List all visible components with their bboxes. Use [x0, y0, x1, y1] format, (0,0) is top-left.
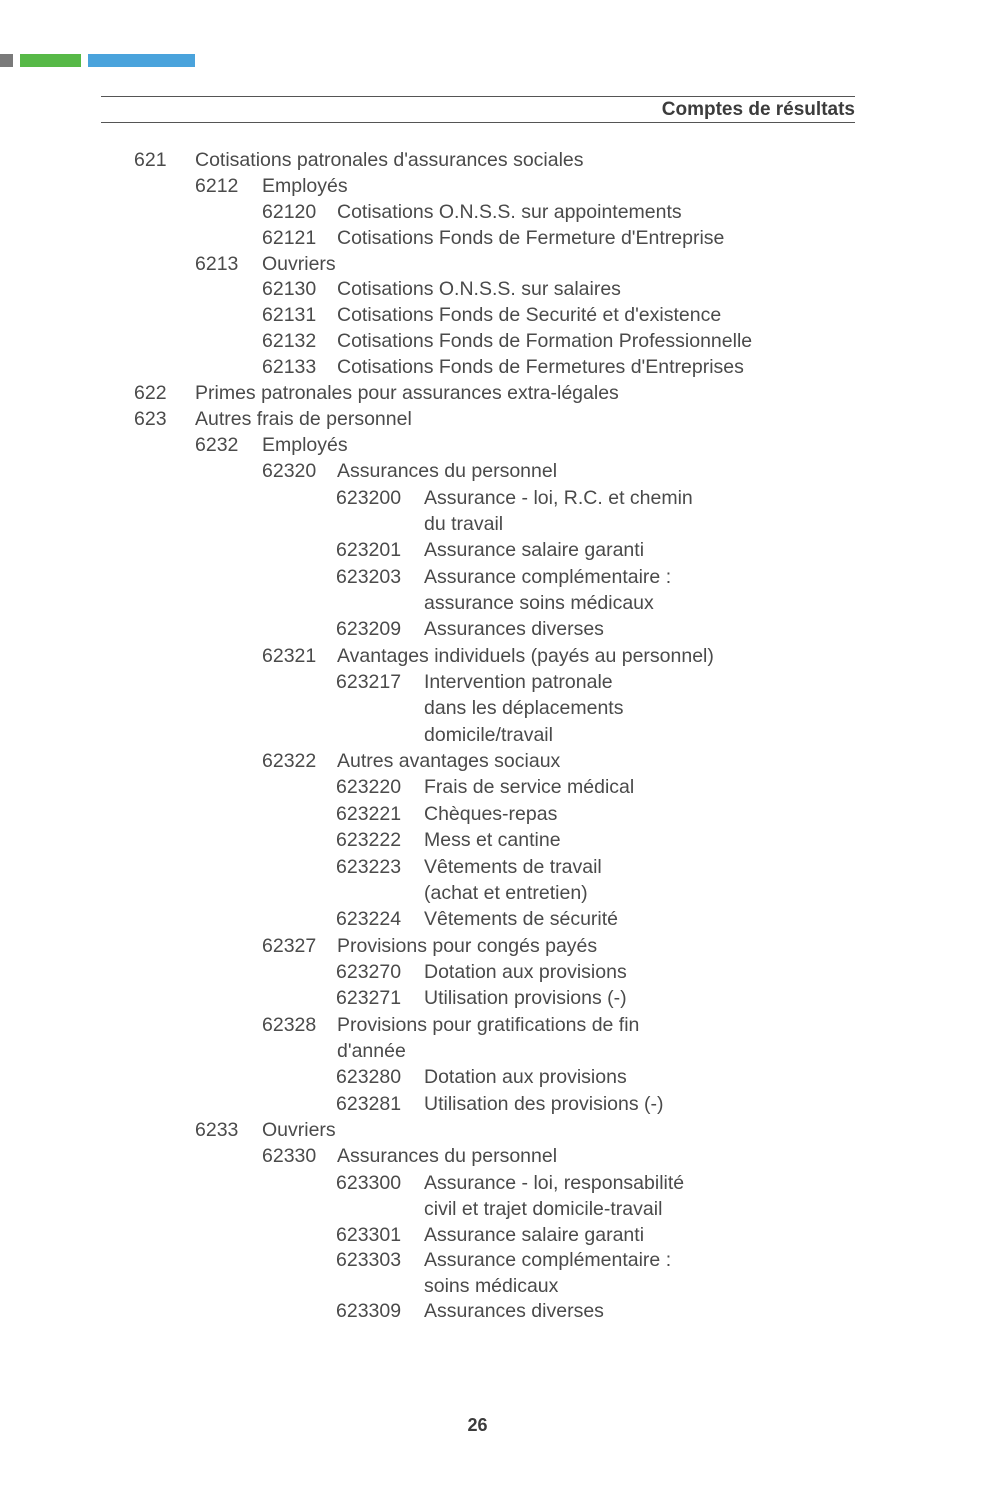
account-label: Assurance complémentaire :	[424, 566, 672, 588]
account-label-continuation: du travail	[424, 513, 504, 535]
account-code: 623281	[336, 1093, 402, 1115]
account-code: 623270	[336, 961, 402, 983]
account-label: Assurances diverses	[424, 618, 604, 640]
account-code: 623223	[336, 856, 402, 878]
account-label: Cotisations Fonds de Securité et d'existence	[337, 304, 722, 326]
account-code: 62321	[262, 645, 317, 667]
account-label: Primes patronales pour assurances extra-légales	[195, 382, 619, 404]
account-code: 62132	[262, 330, 317, 352]
account-label: Ouvriers	[262, 1119, 336, 1141]
account-label: Assurance complémentaire :	[424, 1249, 672, 1271]
account-label: Frais de service médical	[424, 776, 635, 798]
account-code: 623201	[336, 539, 402, 561]
account-label: Provisions pour congés payés	[337, 935, 598, 957]
account-label-continuation: d'année	[337, 1040, 406, 1062]
account-label: Assurance - loi, R.C. et chemin	[424, 487, 693, 509]
account-code: 62330	[262, 1145, 317, 1167]
account-label: Mess et cantine	[424, 829, 561, 851]
account-code: 623200	[336, 487, 402, 509]
account-code: 623217	[336, 671, 402, 693]
account-label: Cotisations Fonds de Fermeture d'Entreprise	[337, 227, 725, 249]
account-code: 62131	[262, 304, 317, 326]
account-code: 623203	[336, 566, 402, 588]
account-label: Chèques-repas	[424, 803, 558, 825]
account-label: Utilisation des provisions (-)	[424, 1093, 664, 1115]
account-code: 62320	[262, 460, 317, 482]
account-label: Assurance - loi, responsabilité	[424, 1172, 685, 1194]
account-label: Provisions pour gratifications de fin	[337, 1014, 640, 1036]
account-label-continuation: domicile/travail	[424, 724, 553, 746]
account-label: Dotation aux provisions	[424, 1066, 627, 1088]
account-label: Dotation aux provisions	[424, 961, 627, 983]
account-label: Cotisations patronales d'assurances sociales	[195, 149, 584, 171]
account-code: 623	[134, 408, 167, 430]
account-label: Assurances diverses	[424, 1300, 604, 1322]
account-code: 62327	[262, 935, 317, 957]
account-code: 6212	[195, 175, 239, 197]
account-label-continuation: civil et trajet domicile-travail	[424, 1198, 663, 1220]
account-label: Avantages individuels (payés au personnel)	[337, 645, 714, 667]
account-label: Utilisation provisions (-)	[424, 987, 627, 1009]
account-code: 623300	[336, 1172, 402, 1194]
page-number: 26	[467, 1415, 488, 1435]
account-label: Assurance salaire garanti	[424, 539, 645, 561]
account-code: 62328	[262, 1014, 317, 1036]
account-label: Autres frais de personnel	[195, 408, 412, 430]
account-code: 62322	[262, 750, 317, 772]
account-label: Assurance salaire garanti	[424, 1224, 645, 1246]
account-label: Employés	[262, 175, 348, 197]
account-code: 6232	[195, 434, 239, 456]
account-label: Cotisations Fonds de Formation Professionnelle	[337, 330, 753, 352]
account-label: Cotisations O.N.S.S. sur appointements	[337, 201, 682, 223]
gray-accent-bar	[0, 54, 13, 67]
account-code: 62120	[262, 201, 317, 223]
account-label: Employés	[262, 434, 348, 456]
account-label: Cotisations Fonds de Fermetures d'Entreprises	[337, 356, 744, 378]
account-code: 621	[134, 149, 167, 171]
green-accent-bar	[20, 54, 81, 67]
account-label-continuation: assurance soins médicaux	[424, 592, 654, 614]
account-label-continuation: (achat et entretien)	[424, 882, 588, 904]
account-code: 623220	[336, 776, 402, 798]
account-label-continuation: dans les déplacements	[424, 697, 624, 719]
account-label: Assurances du personnel	[337, 460, 558, 482]
account-code: 623309	[336, 1300, 402, 1322]
page-header-title: Comptes de résultats	[661, 99, 855, 120]
account-label: Ouvriers	[262, 253, 336, 275]
account-code: 62133	[262, 356, 317, 378]
account-code: 623224	[336, 908, 402, 930]
account-code: 623301	[336, 1224, 402, 1246]
account-code: 62130	[262, 278, 317, 300]
account-code: 623303	[336, 1249, 402, 1271]
account-code: 623271	[336, 987, 402, 1009]
blue-accent-bar	[88, 54, 195, 67]
account-code: 623221	[336, 803, 402, 825]
account-label: Assurances du personnel	[337, 1145, 558, 1167]
account-code: 623280	[336, 1066, 402, 1088]
account-code: 6213	[195, 253, 239, 275]
header-rule-bottom	[101, 122, 855, 123]
account-code: 623209	[336, 618, 402, 640]
account-label: Intervention patronale	[424, 671, 613, 693]
account-code: 6233	[195, 1119, 239, 1141]
account-label: Cotisations O.N.S.S. sur salaires	[337, 278, 621, 300]
account-code: 622	[134, 382, 167, 404]
account-label: Vêtements de sécurité	[424, 908, 619, 930]
account-code: 623222	[336, 829, 402, 851]
account-label-continuation: soins médicaux	[424, 1275, 559, 1297]
account-code: 62121	[262, 227, 317, 249]
account-label: Vêtements de travail	[424, 856, 602, 878]
account-label: Autres avantages sociaux	[337, 750, 561, 772]
